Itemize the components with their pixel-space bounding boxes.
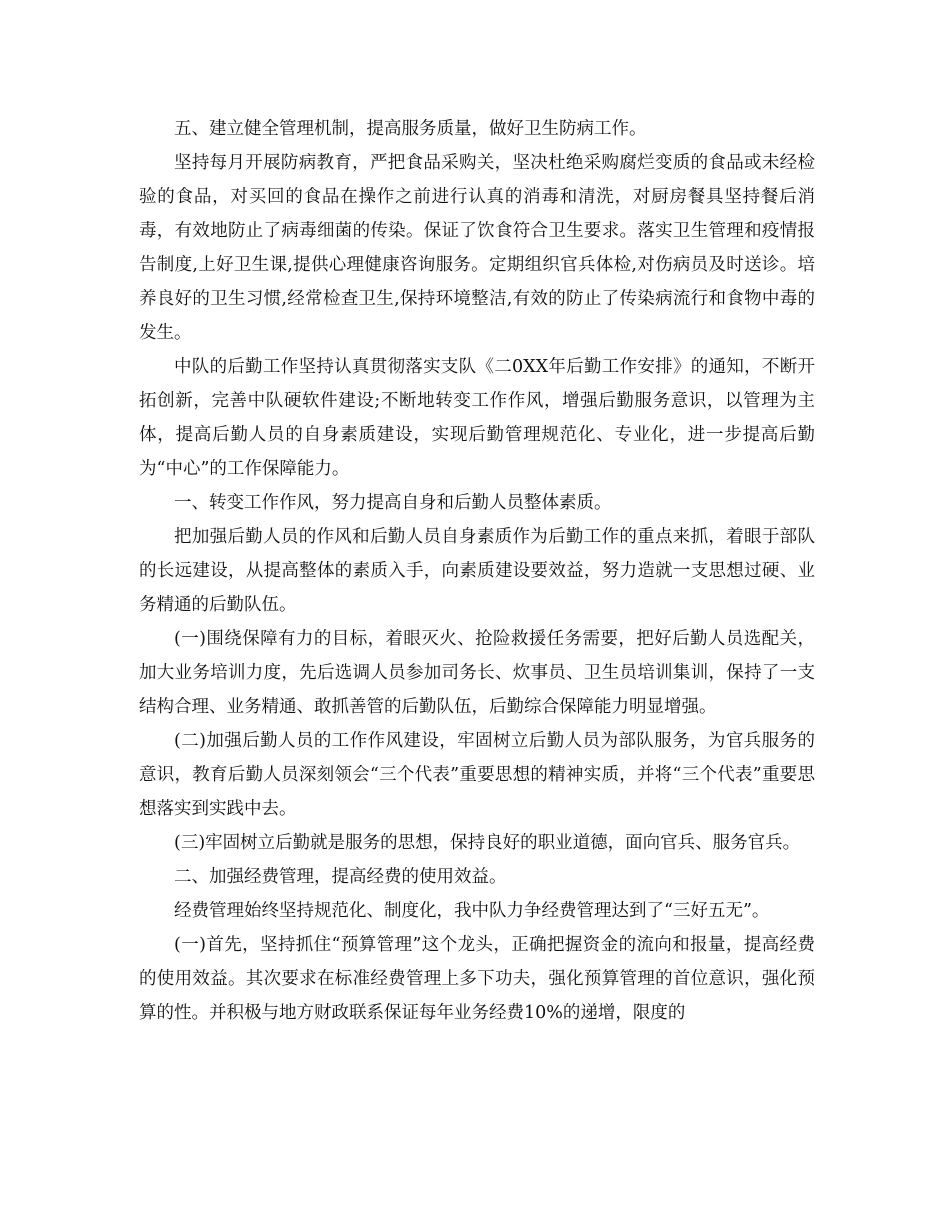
paragraph-item-3: (三)牢固树立后勤就是服务的思想，保持良好的职业道德，面向官兵、服务官兵。 [174, 833, 801, 853]
document-body [139, 112, 815, 1030]
paragraph-item-2: (二)加强后勤人员的工作作风建设，牢固树立后勤人员为部队服务，为官兵服务的意识，教育后勤人员深刻领会“三个代表”重要思想的精神实质，并将“三个代表”重要思想落实到实践中去。 [139, 731, 815, 819]
paragraph-personnel-quality: 把加强后勤人员的作风和后勤人员自身素质作为后勤工作的重点来抓，着眼于部队的长远建设，从提高整体的素质入手，向素质建设要效益，努力造就一支思想过硬、业务精通的后勤队伍。 [139, 527, 815, 615]
heading-section-two: 二、加强经费管理，提高经费的使用效益。 [174, 867, 507, 887]
paragraph-disease-prevention: 坚持每月开展防病教育，严把食品采购关，坚决杜绝采购腐烂变质的食品或未经检验的食品，对买回的食品在操作之前进行认真的消毒和清洗，对厨房餐具坚持餐后消毒，有效地防止了病毒细菌的传染。保证了饮食符合卫生要求。落实卫生管理和疫情报告制度,上好卫生课,提供心理健康咨询服务。定期组织官兵体检,对伤病员及时送诊。培养良好的卫生习惯,经常检查卫生,保持环境整洁,有效的防止了传染病流行和食物中毒的发生。 [139, 153, 815, 343]
paragraph-item-1: (一)围绕保障有力的目标，着眼灭火、抢险救援任务需要，把好后勤人员选配关，加大业务培训力度，先后选调人员参加司务长、炊事员、卫生员培训集训，保持了一支结构合理、业务精通、敢抓善管的后勤队伍，后勤综合保障能力明显增强。 [139, 629, 815, 717]
paragraph-logistics-overview: 中队的后勤工作坚持认真贯彻落实支队《二0XX年后勤工作安排》的通知，不断开拓创新，完善中队硬软件建设;不断地转变工作作风，增强后勤服务意识，以管理为主体，提高后勤人员的自身素质建设，实现后勤管理规范化、专业化，进一步提高后勤为“中心”的工作保障能力。 [139, 357, 815, 479]
heading-section-five: 五、建立健全管理机制，提高服务质量，做好卫生防病工作。 [174, 119, 647, 139]
paragraph-budget-item-1: (一)首先，坚持抓住“预算管理”这个龙头，正确把握资金的流向和报量，提高经费的使用效益。其次要求在标准经费管理上多下功夫，强化预算管理的首位意识，强化预算的性。并积极与地方财政联系保证每年业务经费10%的递增，限度的 [139, 935, 815, 1023]
paragraph-funding-management: 经费管理始终坚持规范化、制度化，我中队力争经费管理达到了“三好五无”。 [174, 901, 770, 921]
heading-section-one: 一、转变工作作风，努力提高自身和后勤人员整体素质。 [174, 493, 612, 513]
